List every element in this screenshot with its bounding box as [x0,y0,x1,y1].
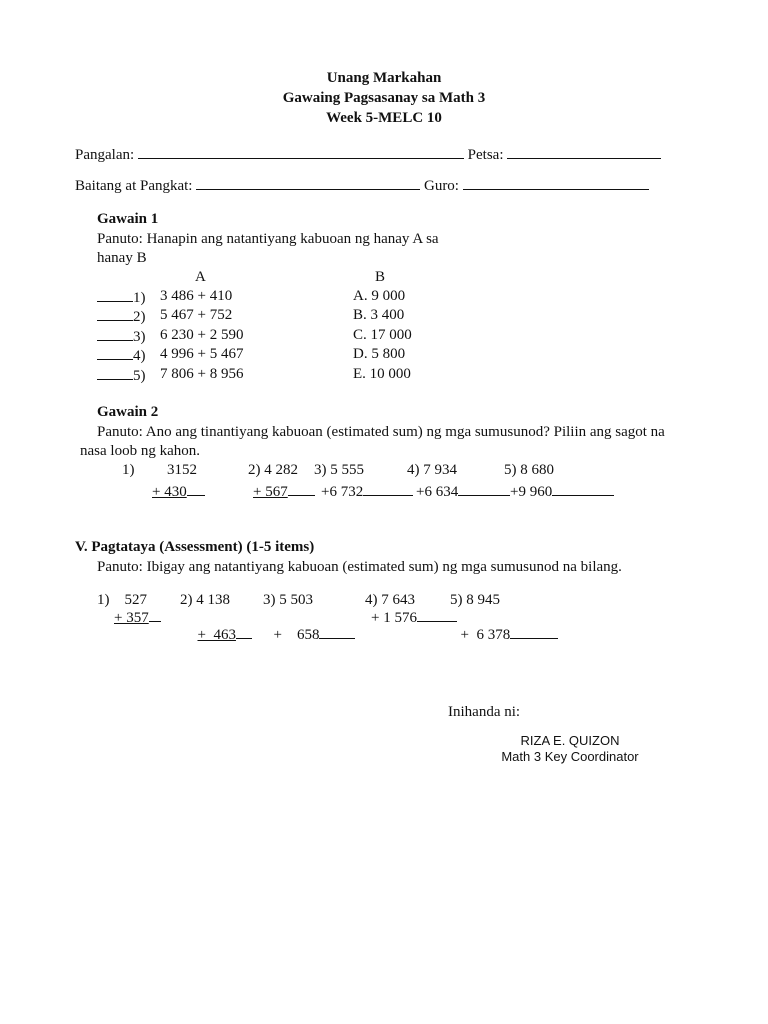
answer-blank[interactable] [97,288,133,302]
gawain1-item [97,307,146,326]
addend: +6 732 [321,484,364,500]
name-date-row [75,145,661,164]
answer-blank[interactable] [458,482,510,496]
answer-blank[interactable] [97,366,133,380]
answer-blank[interactable] [288,482,315,496]
g2-problem1-label: 1) [122,462,135,478]
guro-blank[interactable] [463,176,649,190]
item-choice: B. 3 400 [353,307,405,323]
section-v-title: V. Pagtataya (Assessment) (1-5 items) [75,539,315,555]
g2-problem4-bottom [416,482,510,501]
item-choice: D. 5 800 [353,346,406,362]
gawain2-title: Gawain 2 [97,404,159,420]
item-choice: C. 17 000 [353,327,412,343]
g2-problem3-bottom [321,482,413,501]
v-problem1-bottom [114,608,161,627]
v-problem1-top: 1) 527 [97,592,147,608]
header-line2: Gawaing Pagsasanay sa Math 3 [282,90,486,106]
item-problem: 6 230 + 2 590 [160,327,244,343]
g2-problem1-top: 3152 [167,462,197,478]
v-problem4-top: 4) 7 643 [365,592,415,608]
answer-blank[interactable] [510,625,558,639]
gawain1-item [97,346,146,365]
g2-problem3-top: 3) 5 555 [314,462,364,478]
addend: + 357 [114,610,149,626]
g2-problem2-top: 2) 4 282 [248,462,298,478]
item-choice: E. 10 000 [353,366,411,382]
item-number: 4) [133,348,146,364]
answer-blank[interactable] [149,608,161,622]
v-problem5-bottom [453,608,558,644]
addend: + 658 [273,627,320,643]
gawain1-item [97,327,146,346]
addend: + 567 [253,484,288,500]
item-problem: 5 467 + 752 [160,307,233,323]
petsa-blank[interactable] [507,145,661,159]
pangalan-blank[interactable] [138,145,464,159]
preparer-name: RIZA E. QUIZON [520,733,620,748]
addend: + 430 [152,484,187,500]
v-problem2-bottom [190,608,252,644]
v-problem3-bottom [266,608,355,644]
answer-blank[interactable] [97,307,133,321]
baitang-label: Baitang at Pangkat: [75,178,193,194]
answer-blank[interactable] [363,482,413,496]
item-number: 2) [133,309,146,325]
item-number: 5) [133,368,146,384]
answer-blank[interactable] [319,625,355,639]
item-problem: 4 996 + 5 467 [160,346,244,362]
addend: +9 960 [510,484,553,500]
answer-blank[interactable] [236,625,252,639]
g2-problem5-bottom [510,482,614,501]
addend: + 463 [197,627,236,643]
addend: + 1 576 [371,610,417,626]
header-line3: Week 5-MELC 10 [326,110,442,126]
pangalan-label: Pangalan: [75,147,135,163]
v-problem5-top: 5) 8 945 [450,592,500,608]
gawain1-instruction-2: hanay B [97,250,147,266]
answer-blank[interactable] [97,327,133,341]
gawain1-item [97,366,146,385]
g2-problem1-bottom [152,482,205,501]
column-b-header: B [375,269,386,285]
gawain2-instruction-2: nasa loob ng kahon. [80,443,200,459]
column-a-header: A [195,269,206,285]
addend: + 6 378 [460,627,511,643]
item-problem: 3 486 + 410 [160,288,233,304]
item-problem: 7 806 + 8 956 [160,366,244,382]
gawain1-title: Gawain 1 [97,211,159,227]
answer-blank[interactable] [417,608,457,622]
addend: +6 634 [416,484,459,500]
guro-label: Guro: [423,178,459,194]
answer-blank[interactable] [97,346,133,360]
item-choice: A. 9 000 [353,288,406,304]
petsa-label: Petsa: [467,147,504,163]
gawain2-instruction-1: Panuto: Ano ang tinantiyang kabuoan (estimated sum) ng mga sumusunod? Piliin ang sagot na [97,424,665,440]
gawain1-item [97,288,146,307]
g2-problem5-top: 5) 8 680 [504,462,554,478]
gawain1-instruction-1: Panuto: Hanapin ang natantiyang kabuoan ng hanay A sa [97,231,439,247]
preparer-role: Math 3 Key Coordinator [501,749,639,764]
item-number: 1) [133,290,146,306]
v-problem4-bottom [371,608,457,627]
grade-teacher-row [75,176,649,195]
section-v-instruction: Panuto: Ibigay ang natantiyang kabuoan (estimated sum) ng mga sumusunod na bilang. [97,559,622,575]
answer-blank[interactable] [187,482,205,496]
answer-blank[interactable] [552,482,614,496]
baitang-blank[interactable] [196,176,420,190]
item-number: 3) [133,329,146,345]
v-problem3-top: 3) 5 503 [263,592,313,608]
g2-problem2-bottom [253,482,315,501]
v-problem2-top: 2) 4 138 [180,592,230,608]
prepared-by-label: Inihanda ni: [448,704,521,720]
g2-problem4-top: 4) 7 934 [407,462,457,478]
header-line1: Unang Markahan [326,70,442,86]
